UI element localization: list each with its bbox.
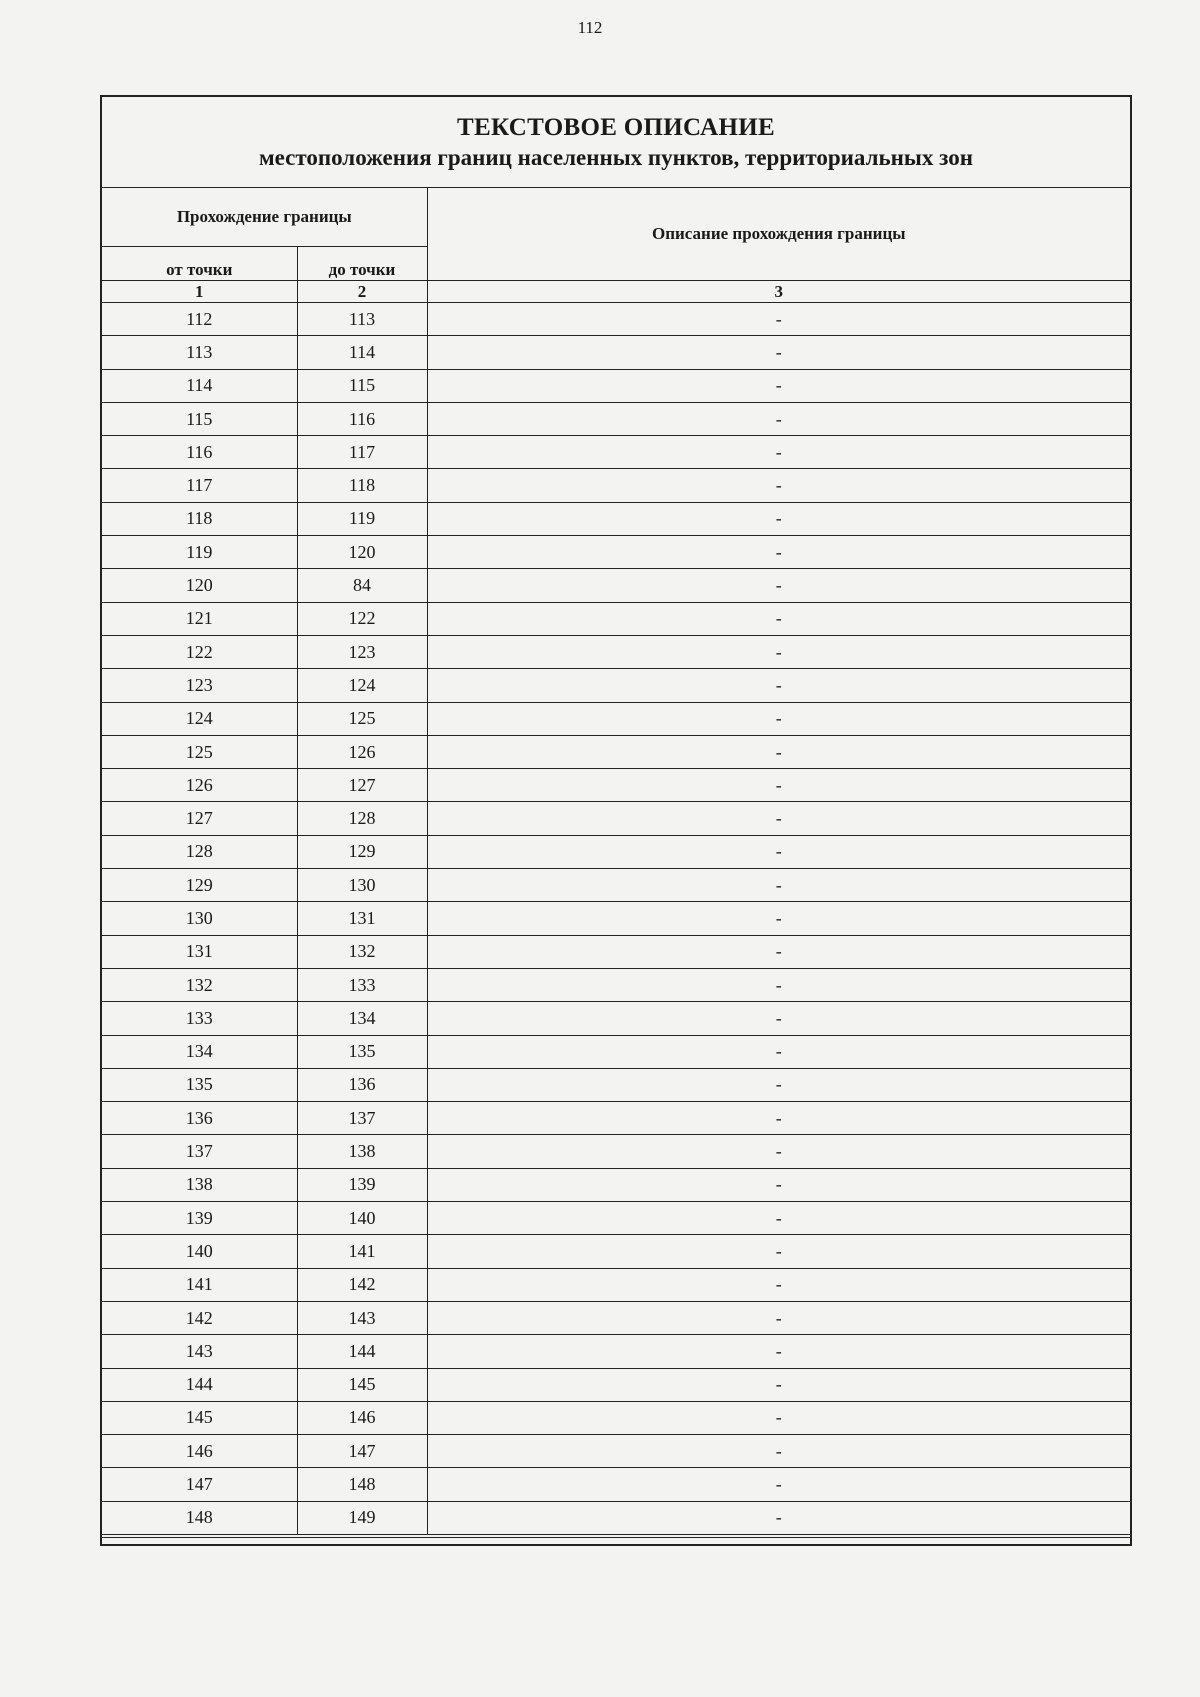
cell-description: - xyxy=(427,602,1130,635)
table-row xyxy=(102,669,1130,702)
cell-description: - xyxy=(427,469,1130,502)
cell-to-point: 115 xyxy=(297,369,427,402)
cell-from-point: 142 xyxy=(102,1301,297,1334)
cell-from-point: 138 xyxy=(102,1168,297,1201)
document-title: ТЕКСТОВОЕ ОПИСАНИЕ xyxy=(457,114,775,141)
cell-description: - xyxy=(427,1501,1130,1536)
cell-description: - xyxy=(427,1235,1130,1268)
cell-from-point: 137 xyxy=(102,1135,297,1168)
cell-description: - xyxy=(427,502,1130,535)
table-row xyxy=(102,1102,1130,1135)
cell-description: - xyxy=(427,769,1130,802)
table-row xyxy=(102,902,1130,935)
cell-from-point: 145 xyxy=(102,1401,297,1434)
table-row xyxy=(102,802,1130,835)
cell-description: - xyxy=(427,802,1130,835)
cell-description: - xyxy=(427,935,1130,968)
table-row xyxy=(102,502,1130,535)
cell-description: - xyxy=(427,1468,1130,1501)
table-row xyxy=(102,469,1130,502)
cell-from-point: 143 xyxy=(102,1335,297,1368)
boundary-table xyxy=(102,188,1130,1538)
cell-from-point: 144 xyxy=(102,1368,297,1401)
cell-from-point: 121 xyxy=(102,602,297,635)
cell-to-point: 134 xyxy=(297,1002,427,1035)
table-row xyxy=(102,336,1130,369)
table-row xyxy=(102,602,1130,635)
cell-from-point: 141 xyxy=(102,1268,297,1301)
cell-description: - xyxy=(427,536,1130,569)
cell-to-point: 119 xyxy=(297,502,427,535)
cell-to-point: 127 xyxy=(297,769,427,802)
cell-to-point: 138 xyxy=(297,1135,427,1168)
cell-to-point: 128 xyxy=(297,802,427,835)
cell-from-point: 113 xyxy=(102,336,297,369)
table-row xyxy=(102,1268,1130,1301)
cell-from-point: 115 xyxy=(102,402,297,435)
cell-to-point: 129 xyxy=(297,835,427,868)
table-row xyxy=(102,436,1130,469)
table-row xyxy=(102,1002,1130,1035)
table-body xyxy=(102,303,1130,1536)
table-row xyxy=(102,1035,1130,1068)
header-from-point: от точки xyxy=(102,247,297,281)
cell-to-point: 142 xyxy=(297,1268,427,1301)
cell-description: - xyxy=(427,835,1130,868)
cell-description: - xyxy=(427,1268,1130,1301)
cell-to-point: 133 xyxy=(297,968,427,1001)
cell-description: - xyxy=(427,569,1130,602)
cell-to-point: 118 xyxy=(297,469,427,502)
cell-description: - xyxy=(427,1135,1130,1168)
cell-from-point: 112 xyxy=(102,303,297,336)
cell-to-point: 132 xyxy=(297,935,427,968)
table-row xyxy=(102,935,1130,968)
cell-description: - xyxy=(427,1002,1130,1035)
cell-from-point: 136 xyxy=(102,1102,297,1135)
header-to-point: до точки xyxy=(297,247,427,281)
cell-description: - xyxy=(427,303,1130,336)
cell-description: - xyxy=(427,669,1130,702)
table-row xyxy=(102,569,1130,602)
cell-from-point: 123 xyxy=(102,669,297,702)
cell-from-point: 117 xyxy=(102,469,297,502)
cell-from-point: 146 xyxy=(102,1435,297,1468)
cell-description: - xyxy=(427,702,1130,735)
table-row xyxy=(102,1501,1130,1536)
cell-from-point: 132 xyxy=(102,968,297,1001)
table-row xyxy=(102,1368,1130,1401)
table-row xyxy=(102,702,1130,735)
table-row xyxy=(102,869,1130,902)
cell-to-point: 125 xyxy=(297,702,427,735)
cell-description: - xyxy=(427,436,1130,469)
cell-to-point: 123 xyxy=(297,635,427,668)
table-row xyxy=(102,1135,1130,1168)
cell-description: - xyxy=(427,635,1130,668)
cell-description: - xyxy=(427,336,1130,369)
cell-description: - xyxy=(427,369,1130,402)
cell-from-point: 134 xyxy=(102,1035,297,1068)
cell-description: - xyxy=(427,1068,1130,1101)
cell-to-point: 113 xyxy=(297,303,427,336)
table-row xyxy=(102,1401,1130,1434)
cell-description: - xyxy=(427,1102,1130,1135)
cell-description: - xyxy=(427,1368,1130,1401)
cell-to-point: 117 xyxy=(297,436,427,469)
cell-from-point: 120 xyxy=(102,569,297,602)
cell-from-point: 128 xyxy=(102,835,297,868)
cell-from-point: 148 xyxy=(102,1501,297,1536)
table-row xyxy=(102,1435,1130,1468)
cell-to-point: 148 xyxy=(297,1468,427,1501)
cell-to-point: 135 xyxy=(297,1035,427,1068)
table-row xyxy=(102,402,1130,435)
cell-from-point: 125 xyxy=(102,735,297,768)
cell-to-point: 149 xyxy=(297,1501,427,1536)
cell-to-point: 139 xyxy=(297,1168,427,1201)
cell-to-point: 124 xyxy=(297,669,427,702)
cell-description: - xyxy=(427,968,1130,1001)
cell-to-point: 126 xyxy=(297,735,427,768)
cell-from-point: 116 xyxy=(102,436,297,469)
cell-from-point: 140 xyxy=(102,1235,297,1268)
cell-from-point: 131 xyxy=(102,935,297,968)
cell-to-point: 143 xyxy=(297,1301,427,1334)
cell-to-point: 131 xyxy=(297,902,427,935)
cell-from-point: 135 xyxy=(102,1068,297,1101)
cell-from-point: 118 xyxy=(102,502,297,535)
cell-to-point: 137 xyxy=(297,1102,427,1135)
cell-from-point: 119 xyxy=(102,536,297,569)
column-number-3: 3 xyxy=(427,281,1130,303)
cell-to-point: 144 xyxy=(297,1335,427,1368)
cell-from-point: 130 xyxy=(102,902,297,935)
table-row xyxy=(102,1168,1130,1201)
cell-description: - xyxy=(427,869,1130,902)
table-row xyxy=(102,735,1130,768)
cell-description: - xyxy=(427,902,1130,935)
cell-from-point: 126 xyxy=(102,769,297,802)
cell-from-point: 139 xyxy=(102,1202,297,1235)
table-row xyxy=(102,1235,1130,1268)
cell-to-point: 114 xyxy=(297,336,427,369)
table-row xyxy=(102,1068,1130,1101)
document-subtitle: местоположения границ населенных пунктов, территориальных зон xyxy=(259,145,973,170)
table-row xyxy=(102,1202,1130,1235)
boundary-description-document xyxy=(100,95,1132,1546)
cell-to-point: 146 xyxy=(297,1401,427,1434)
cell-to-point: 140 xyxy=(297,1202,427,1235)
table-row xyxy=(102,303,1130,336)
header-description: Описание прохождения границы xyxy=(427,188,1130,281)
cell-description: - xyxy=(427,1335,1130,1368)
title-block xyxy=(102,97,1130,188)
table-row xyxy=(102,835,1130,868)
cell-from-point: 129 xyxy=(102,869,297,902)
cell-description: - xyxy=(427,1168,1130,1201)
cell-to-point: 116 xyxy=(297,402,427,435)
table-row xyxy=(102,968,1130,1001)
cell-to-point: 130 xyxy=(297,869,427,902)
table-row xyxy=(102,1335,1130,1368)
header-boundary-passage: Прохождение границы xyxy=(102,188,427,247)
cell-to-point: 141 xyxy=(297,1235,427,1268)
column-number-2: 2 xyxy=(297,281,427,303)
table-row xyxy=(102,369,1130,402)
page-number: 112 xyxy=(577,18,603,37)
table-row xyxy=(102,1468,1130,1501)
table-row xyxy=(102,1301,1130,1334)
cell-description: - xyxy=(427,1301,1130,1334)
table-row xyxy=(102,635,1130,668)
cell-from-point: 147 xyxy=(102,1468,297,1501)
cell-description: - xyxy=(427,1401,1130,1434)
cell-to-point: 122 xyxy=(297,602,427,635)
cell-description: - xyxy=(427,1435,1130,1468)
table-row xyxy=(102,536,1130,569)
cell-to-point: 145 xyxy=(297,1368,427,1401)
cell-to-point: 84 xyxy=(297,569,427,602)
cell-to-point: 147 xyxy=(297,1435,427,1468)
table-footer-gap xyxy=(102,1538,1130,1544)
cell-description: - xyxy=(427,1035,1130,1068)
cell-from-point: 124 xyxy=(102,702,297,735)
cell-to-point: 120 xyxy=(297,536,427,569)
cell-to-point: 136 xyxy=(297,1068,427,1101)
cell-description: - xyxy=(427,402,1130,435)
column-number-1: 1 xyxy=(102,281,297,303)
cell-description: - xyxy=(427,1202,1130,1235)
cell-from-point: 122 xyxy=(102,635,297,668)
cell-from-point: 133 xyxy=(102,1002,297,1035)
table-row xyxy=(102,769,1130,802)
cell-from-point: 127 xyxy=(102,802,297,835)
cell-from-point: 114 xyxy=(102,369,297,402)
cell-description: - xyxy=(427,735,1130,768)
